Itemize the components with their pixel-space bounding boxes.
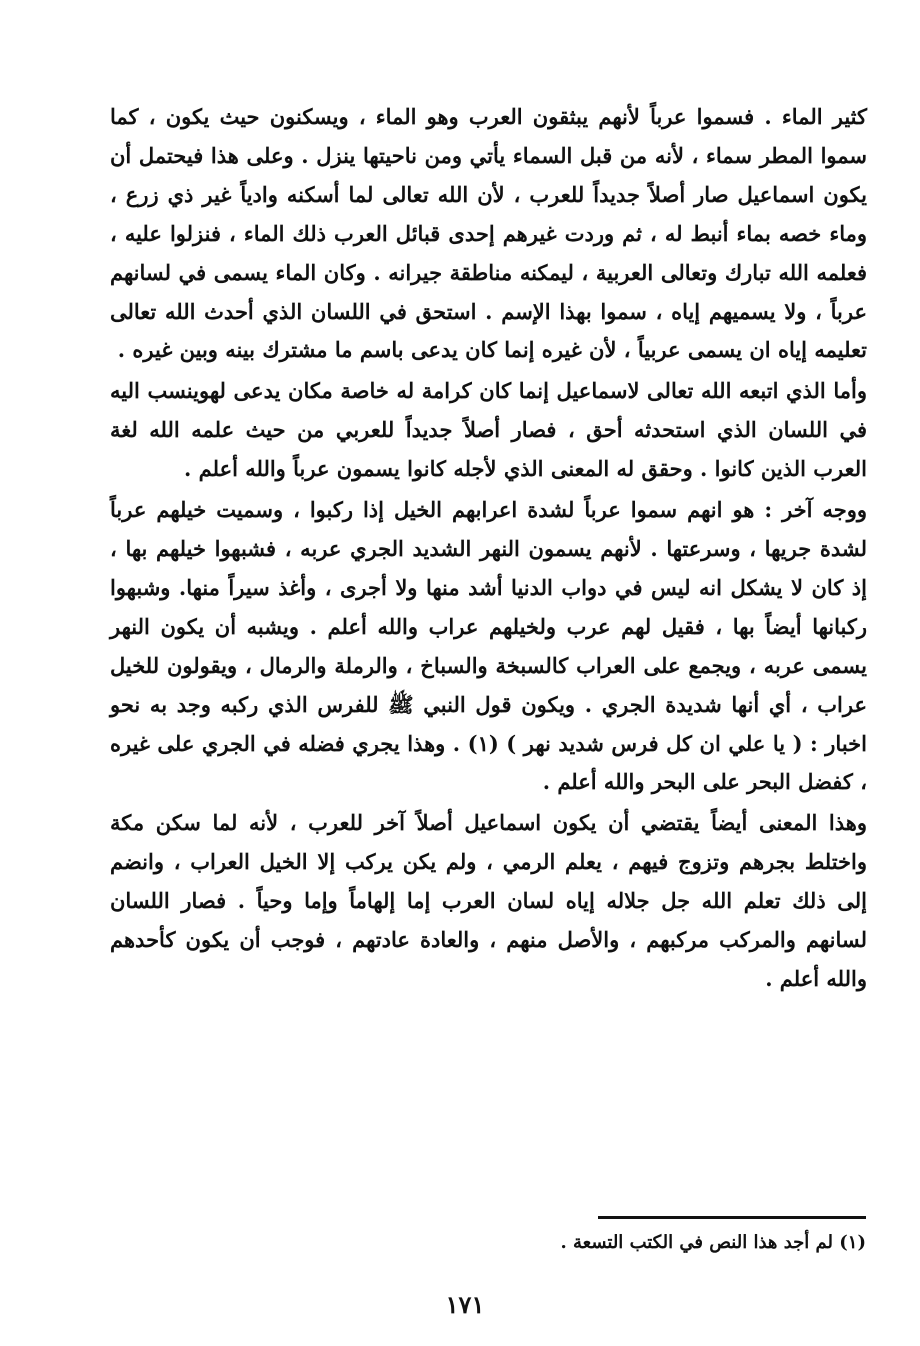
main-text-body (110, 98, 867, 999)
paragraph-2: وأما الذي اتبعه الله تعالى لاسماعيل إنما كان كرامة له خاصة مكان يدعى لهوينسب اليه في اللسان الذي استحدثه أحق ، فصار أصلاً جديداً للعربي من حيث علمه الله لغة العرب الذين كانوا . وحقق له المعنى الذي لأجله كانوا يسمون عرباً والله أعلم . (110, 378, 867, 482)
paragraph-1: كثير الماء . فسموا عرباً لأنهم يبثقون العرب وهو الماء ، ويسكنون حيث يكون ، كما سموا المطر سماء ، لأنه من قبل السماء يأتي ومن ناحيتها ينزل . وعلى هذا فيحتمل أن يكون اسماعيل صار أصلاً جديداً للعرب ، لأن الله تعالى لما أسكنه وادياً غير ذي زرع ، وماء خصه بماء أنبط له ، ثم وردت غيرهم إحدى قبائل العرب ذلك الماء ، فنزلوا عليه ، فعلمه الله تبارك وتعالى العربية ، ليمكنه مناطقة جيرانه . وكان الماء يسمى في لسانهم عرباً ، ولا يسميهم إياه ، سموا بهذا الإسم . استحق في اللسان الذي أحدث الله تعالى تعليمه إياه ان يسمى عربياً ، لأن غيره إنما كان يدعى باسم ما مشترك بينه وبين غيره . (110, 104, 867, 363)
page-number: ١٧١ (445, 1290, 485, 1319)
paragraph-4: وهذا المعنى أيضاً يقتضي أن يكون اسماعيل أصلاً آخر للعرب ، لأنه لما سكن مكة واختلط بجرهم وتزوج فيهم ، يعلم الرمي ، ولم يكن يركب إلا الخيل العراب ، وانضم إلى ذلك تعلم الله جل جلاله إياه لسان العرب إما إلهاماً وإما وحياً . فصار اللسان لسانهم والمركب مركبهم ، والأصل منهم ، والعادة عادتهم ، فوجب أن يكون كأحدهم والله أعلم . (110, 810, 867, 991)
footnote-divider (598, 1216, 866, 1219)
footnote: (١) لم أجد هذا النص في الكتب التسعة . (560, 1232, 866, 1253)
paragraph-3: ووجه آخر : هو انهم سموا عرباً لشدة اعرابهم الخيل إذا ركبوا ، وسميت خيلهم عرباً لشدة جريها ، وسرعتها . لأنهم يسمون النهر الشديد الجري عربه ، فشبهوا خيلهم بها ، إذ كان لا يشكل انه ليس في دواب الدنيا أشد منها ولا أجرى ، وأغذ سيراً منها. وشبهوا ركبانها أيضاً بها ، فقيل لهم عرب ولخيلهم عراب والله أعلم . ويشبه أن يكون النهر يسمى عربه ، ويجمع على العراب كالسبخة والسباخ ، والرملة والرمال ، ويقولون للخيل عراب ، أي أنها شديدة الجري . ويكون قول النبي ﷺ للفرس الذي ركبه وجد به نحو اخبار : ( يا علي ان كل فرس شديد نهر ) (١) . وهذا يجري فضله في الجري على غيره ، كفضل البحر على البحر والله أعلم . (110, 497, 867, 795)
